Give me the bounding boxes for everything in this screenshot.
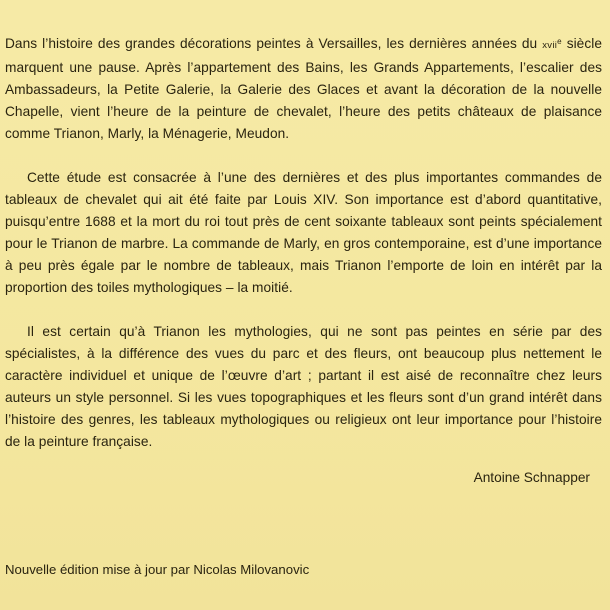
paragraph-intro-end: siècle marquent une pause. Après l’appartement des Bains, les Grands Appartements, l’escalier des Ambassadeurs, la Petite Galerie, la Galerie des Glaces et avant la décoration de la nouvelle Chapelle, vient l’heure de la peinture de chevalet, l’heure des petits châteaux de plaisance comme Trianon, Marly, la Ménagerie, Meudon. — [5, 36, 602, 141]
author-signature: Antoine Schnapper — [473, 470, 590, 485]
century-suffix: e — [557, 37, 562, 46]
paragraph-mythologies: Il est certain qu’à Trianon les mythologies, qui ne sont pas peintes en série par des spécialistes, à la différence des vues du parc et des fleurs, ont beaucoup plus nettement le caractère individuel et unique de l’œuvre d’art ; partant il est aisé de reconnaître chez leurs auteurs un style personnel. Si les vues topographiques et les fleurs sont d’un grand intérêt dans l’histoire des genres, les tableaux mythologiques ou religieux ont leur importance pour l’histoire de la peinture française. — [5, 324, 602, 449]
paragraph-intro — [5, 31, 602, 145]
body-text — [5, 31, 602, 453]
edition-note: Nouvelle édition mise à jour par Nicolas Milovanovic — [5, 562, 310, 577]
paragraph-intro-start: Dans l’histoire des grandes décorations peintes à Versailles, les dernières années du — [5, 36, 543, 51]
paragraph-study: Cette étude est consacrée à l’une des dernières et des plus importantes commandes de tableaux de chevalet qui ait été faite par Louis XIV. Son importance est d’abord quantitative, puisqu’entre 1688 et la mort du roi tout près de cent soixante tableaux sont peints spécialement pour le Trianon de marbre. La commande de Marly, en gros contemporaine, est d’une importance à peu près égale par le nombre de tableaux, mais Trianon l’emporte de loin en intérêt par la proportion des toiles mythologiques – la moitié. — [5, 170, 602, 295]
century-numeral: xvii — [542, 40, 558, 51]
